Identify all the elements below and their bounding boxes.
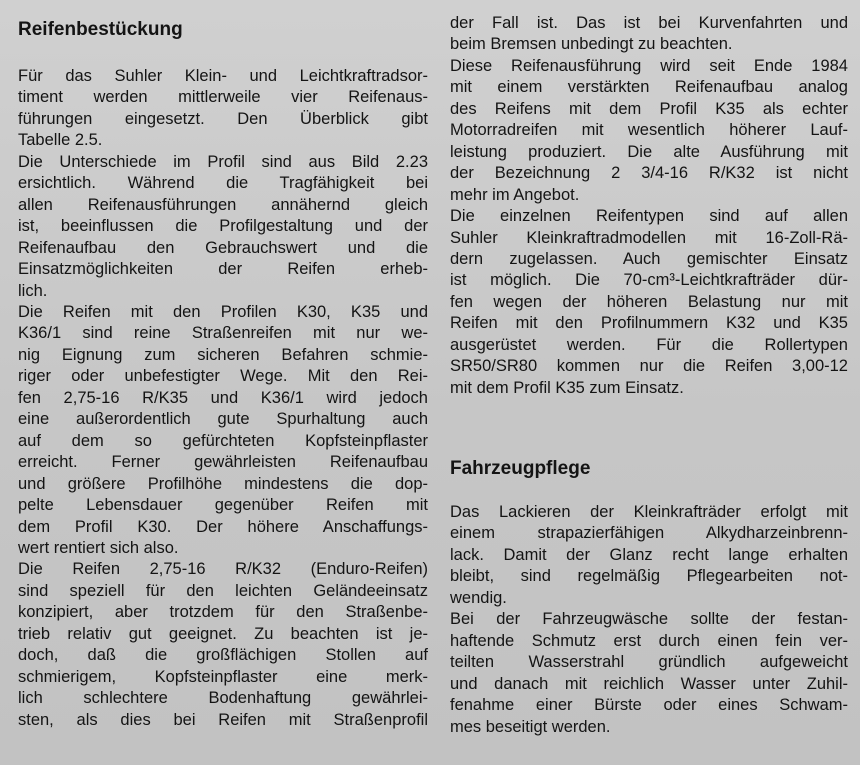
text-line: und danach mit reichlich Wasser unter Zuhil- [450,674,848,693]
text-line: K36/1 sind reine Straßenreifen mit nur we- [18,324,428,343]
text-line: ist, beeinflussen die Profilgestaltung und der [18,217,428,236]
text-line: trieb relativ gut geeignet. Zu beachten ist je- [18,624,428,643]
text-line: doch, daß die großflächigen Stollen auf [18,646,428,665]
right-body-text-top [450,13,848,399]
text-line: der Bezeichnung 2 3/4-16 R/K32 ist nicht [450,164,848,183]
text-line: Motorradreifen mit wesentlich höherer Lauf- [450,121,848,140]
text-line: wert rentiert sich also. [18,538,179,557]
text-line: einem strapazierfähigen Alkydharzeinbrenn- [450,524,848,543]
text-line: und größere Profilhöhe mindestens die dop- [18,474,428,493]
text-line: leistung produziert. Die alte Ausführung mit [450,142,848,161]
text-line: wendig. [450,588,507,607]
text-line: eine außerordentlich gute Spurhaltung auch [18,410,428,429]
text-line: Das Lackieren der Kleinkrafträder erfolgt mit [450,503,848,521]
text-line: sind speziell für den leichten Geländeeinsatz [18,581,428,600]
text-line: pelte Lebensdauer gegenüber Reifen mit [18,496,428,515]
section-heading-reifenbestueckung: Reifenbestückung [18,19,183,40]
text-line: Einsatzmöglichkeiten der Reifen erheb- [18,260,428,279]
text-line: ausgerüstet werden. Für die Rollertypen [450,335,848,354]
text-line: Bei der Fahrzeugwäsche sollte der festan- [450,610,848,629]
text-line: sten, als dies bei Reifen mit Straßenprofil [18,710,428,729]
text-line: mes beseitigt werden. [450,717,611,736]
text-line: beim Bremsen unbedingt zu beachten. [450,35,733,54]
text-line: Suhler Kleinkraftradmodellen mit 16-Zoll-Rä- [450,228,848,247]
text-line: Die einzelnen Reifentypen sind auf allen [450,207,848,226]
text-line: mit dem Profil K35 zum Einsatz. [450,378,684,397]
text-line: erreicht. Ferner gewährleisten Reifenaufbau [18,453,428,472]
text-line: Für das Suhler Klein- und Leichtkraftradsor- [18,67,428,85]
text-line: ersichtlich. Während die Tragfähigkeit bei [18,174,428,193]
text-line: Tabelle 2.5. [18,131,103,150]
text-line: ist möglich. Die 70-cm³-Leichtkrafträder dür- [450,271,848,290]
text-line: timent werden mittlerweile vier Reifenaus- [18,88,428,107]
text-line: führungen eingesetzt. Den Überblick gibt [18,109,428,128]
left-body-text [18,66,428,731]
section-heading-fahrzeugpflege: Fahrzeugpflege [450,458,591,479]
text-line: Diese Reifenausführung wird seit Ende 1984 [450,56,848,75]
text-line: riger oder unbefestigter Wege. Mit den Rei- [18,367,428,386]
text-line: lich schlechtere Bodenhaftung gewährlei- [18,689,428,708]
right-body-text-bottom [450,502,848,738]
text-line: lack. Damit der Glanz recht lange erhalten [450,545,848,564]
text-line: schmierigem, Kopfsteinpflaster eine merk- [18,667,428,686]
text-line: Die Reifen 2,75-16 R/K32 (Enduro-Reifen) [18,560,428,579]
text-line: lich. [18,281,48,300]
text-line: des Reifens mit dem Profil K35 als echter [450,99,848,118]
text-line: mehr im Angebot. [450,185,580,204]
text-line: nig Eignung zum sicheren Befahren schmie- [18,345,428,364]
text-line: fen wegen der höheren Belastung nur mit [450,292,848,311]
text-line: auf dem so gefürchteten Kopfsteinpflaster [18,431,428,450]
text-line: Reifen mit den Profilnummern K32 und K35 [450,314,848,333]
text-line: allen Reifenausführungen annähernd gleich [18,195,428,214]
text-line: mit einem verstärkten Reifenaufbau analog [450,78,848,97]
text-line: teilten Wasserstrahl gründlich aufgeweicht [450,653,848,672]
text-line: Die Reifen mit den Profilen K30, K35 und [18,302,428,321]
text-line: fenahme einer Bürste oder eines Schwam- [450,696,848,715]
text-line: fen 2,75-16 R/K35 und K36/1 wird jedoch [18,388,428,407]
text-line: bleibt, sind regelmäßig Pflegearbeiten not- [450,567,848,586]
text-line: Reifenaufbau den Gebrauchswert und die [18,238,428,257]
text-line: dem Profil K30. Der höhere Anschaffungs- [18,517,428,536]
text-line: haftende Schmutz erst durch einen fein ver- [450,631,848,650]
text-line: dern zugelassen. Auch gemischter Einsatz [450,249,848,268]
text-line: SR50/SR80 kommen nur die Reifen 3,00-12 [450,357,848,376]
text-line: der Fall ist. Das ist bei Kurvenfahrten und [450,14,848,32]
text-line: konzipiert, aber trotzdem für den Straßenbe- [18,603,428,622]
text-line: Die Unterschiede im Profil sind aus Bild 2.23 [18,152,428,171]
